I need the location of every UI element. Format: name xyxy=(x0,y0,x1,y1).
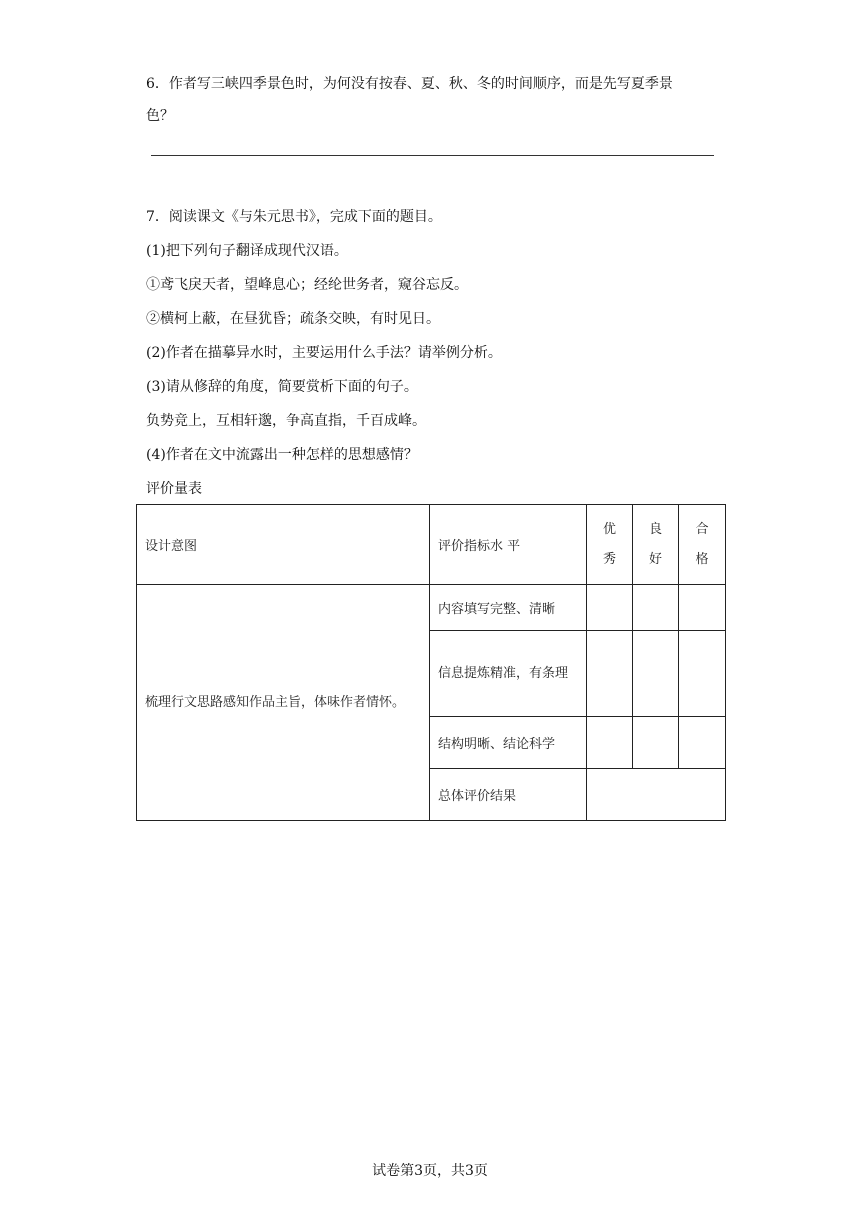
question-7-sentence-2: ②横柯上蔽，在昼犹昏；疏条交映，有时见日。 xyxy=(146,311,440,327)
criterion-4: 总体评价结果 xyxy=(430,769,587,821)
header-pass-char-2: 格 xyxy=(695,551,709,567)
question-7-title: 7．阅读课文《与朱元思书》，完成下面的题目。 xyxy=(146,209,442,225)
header-pass-char-1: 合 xyxy=(695,521,709,537)
header-good-char-2: 好 xyxy=(648,551,662,567)
score-cell-good-2[interactable] xyxy=(633,631,679,717)
header-pass xyxy=(679,505,726,585)
design-intent-cell: 梳理行文思路感知作品主旨，体味作者情怀。 xyxy=(137,585,430,821)
question-7-quoted-sentence: 负势竞上，互相轩邈，争高直指，千百成峰。 xyxy=(146,413,426,429)
header-good-char-1: 良 xyxy=(648,521,662,537)
question-7-sub-4: (4)作者在文中流露出一种怎样的思想感情？ xyxy=(146,447,418,463)
question-7-sentence-1: ①鸢飞戾天者，望峰息心；经纶世务者，窥谷忘反。 xyxy=(146,277,468,293)
question-6-line-2: 色？ xyxy=(146,108,174,124)
question-6-line-1: 6．作者写三峡四季景色时，为何没有按春、夏、秋、冬的时间顺序，而是先写夏季景 xyxy=(146,76,673,92)
question-7-sub-3: (3)请从修辞的角度，简要赏析下面的句子。 xyxy=(146,379,418,395)
rubric-caption: 评价量表 xyxy=(146,481,202,497)
question-7-sub-1: (1)把下列句子翻译成现代汉语。 xyxy=(146,243,348,259)
score-cell-excellent-3[interactable] xyxy=(587,717,633,769)
header-excellent-char-1: 优 xyxy=(602,521,616,537)
header-excellent-char-2: 秀 xyxy=(602,551,616,567)
header-good xyxy=(633,505,679,585)
criterion-2: 信息提炼精准，有条理 xyxy=(430,631,587,717)
score-cell-excellent-2[interactable] xyxy=(587,631,633,717)
score-cell-excellent-1[interactable] xyxy=(587,585,633,631)
score-cell-pass-3[interactable] xyxy=(679,717,726,769)
criterion-3: 结构明晰、结论科学 xyxy=(430,717,587,769)
score-cell-pass-2[interactable] xyxy=(679,631,726,717)
question-7-sub-2: (2)作者在描摹异水时，主要运用什么手法？请举例分析。 xyxy=(146,345,502,361)
rubric-row-1 xyxy=(137,585,726,631)
score-cell-good-1[interactable] xyxy=(633,585,679,631)
header-design-intent: 设计意图 xyxy=(137,505,430,585)
header-excellent xyxy=(587,505,633,585)
evaluation-rubric-table xyxy=(136,504,726,821)
score-cell-pass-1[interactable] xyxy=(679,585,726,631)
answer-line[interactable] xyxy=(151,155,714,156)
page-footer: 试卷第3页，共3页 xyxy=(372,1163,488,1179)
rubric-header-row xyxy=(137,505,726,585)
criterion-1: 内容填写完整、清晰 xyxy=(430,585,587,631)
overall-result-cell[interactable] xyxy=(587,769,726,821)
score-cell-good-3[interactable] xyxy=(633,717,679,769)
header-indicator: 评价指标水 平 xyxy=(430,505,587,585)
